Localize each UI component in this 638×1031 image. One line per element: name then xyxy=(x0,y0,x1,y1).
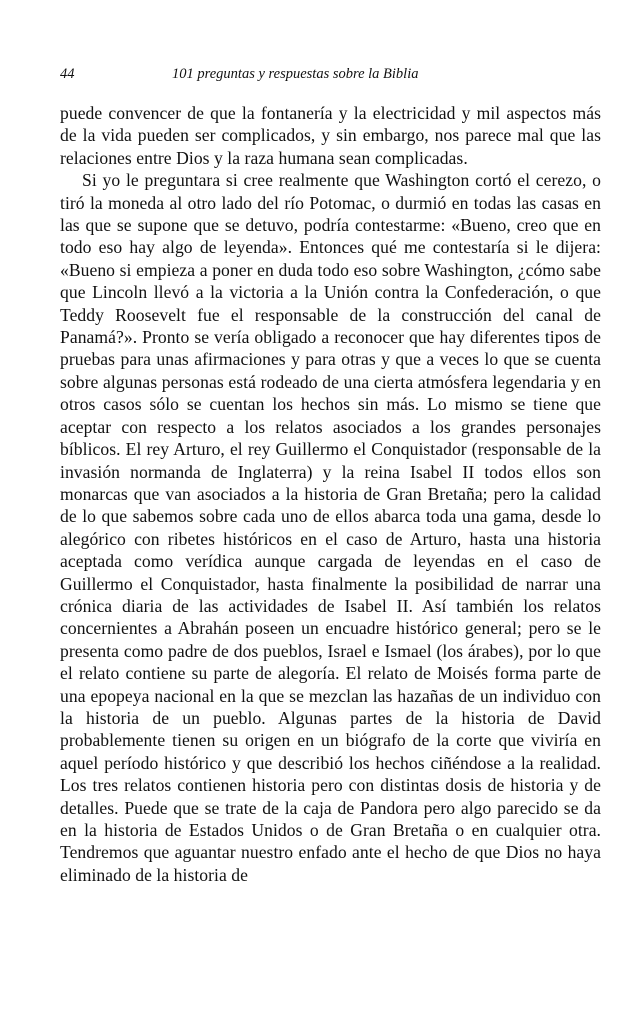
body-text xyxy=(60,102,601,886)
page-number: 44 xyxy=(60,66,75,82)
paragraph-continuation: puede convencer de que la fontanería y la electricidad y mil aspectos más de la vida pueden ser complicados, y sin embargo, nos parece mal que las relaciones entre Dios y la raza humana sean complicadas. xyxy=(60,103,601,168)
running-head xyxy=(60,66,600,86)
book-title: 101 preguntas y respuestas sobre la Biblia xyxy=(172,66,419,82)
paragraph: Si yo le preguntara si cree realmente que Washington cortó el cerezo, o tiró la moneda al otro lado del río Potomac, o durmió en todas las casas en las que se supone que se detuvo, podría contestarme: «Bueno, creo que en todo eso hay algo de leyenda». Entonces qué me contestaría si le dijera: «Bueno si empieza a poner en duda todo eso sobre Washington, ¿cómo sabe que Lincoln llevó a la victoria a la Unión contra la Confederación, o que Teddy Roosevelt fue el responsable de la construcción del canal de Panamá?». Pronto se vería obligado a reconocer que hay diferentes tipos de pruebas para unas afirmaciones y para otras y que a veces lo que se cuenta sobre algunas personas está rodeado de una cierta atmósfera legendaria y en otros casos sólo se cuentan los hechos sin más. Lo mismo se tiene que aceptar con respecto a los relatos asociados a los grandes personajes bíblicos. El rey Arturo, el rey Guillermo el Conquistador (responsable de la invasión normanda de Inglaterra) y la reina Isabel II todos ellos son monarcas que van asociados a la historia de Gran Bretaña; pero la calidad de lo que sabemos sobre cada uno de ellos abarca toda una gama, desde lo alegórico con ribetes históricos en el caso de Arturo, hasta una historia aceptada como verídica aunque cargada de leyendas en el caso de Guillermo el Conquistador, hasta finalmente la posibilidad de narrar una crónica diaria de las actividades de Isabel II. Así también los relatos concernientes a Abrahán poseen un encuadre histórico general; pero se le presenta como padre de dos pueblos, Israel e Ismael (los árabes), por lo que el relato contiene su parte de alegoría. El relato de Moisés forma parte de una epopeya nacional en la que se mezclan las hazañas de un individuo con la historia de un pueblo. Algunas partes de la historia de David probablemente tienen su origen en un biógrafo de la corte que viviría en aquel período histórico y que describió los hechos ciñéndose a la realidad. Los tres relatos contienen historia pero con distintas dosis de historia y de detalles. Puede que se trate de la caja de Pandora pero algo parecido se da en la historia de Estados Unidos o de Gran Bretaña o en cualquier otra. Tendremos que aguantar nuestro enfado ante el hecho de que Dios no haya eliminado de la historia de xyxy=(60,170,601,885)
